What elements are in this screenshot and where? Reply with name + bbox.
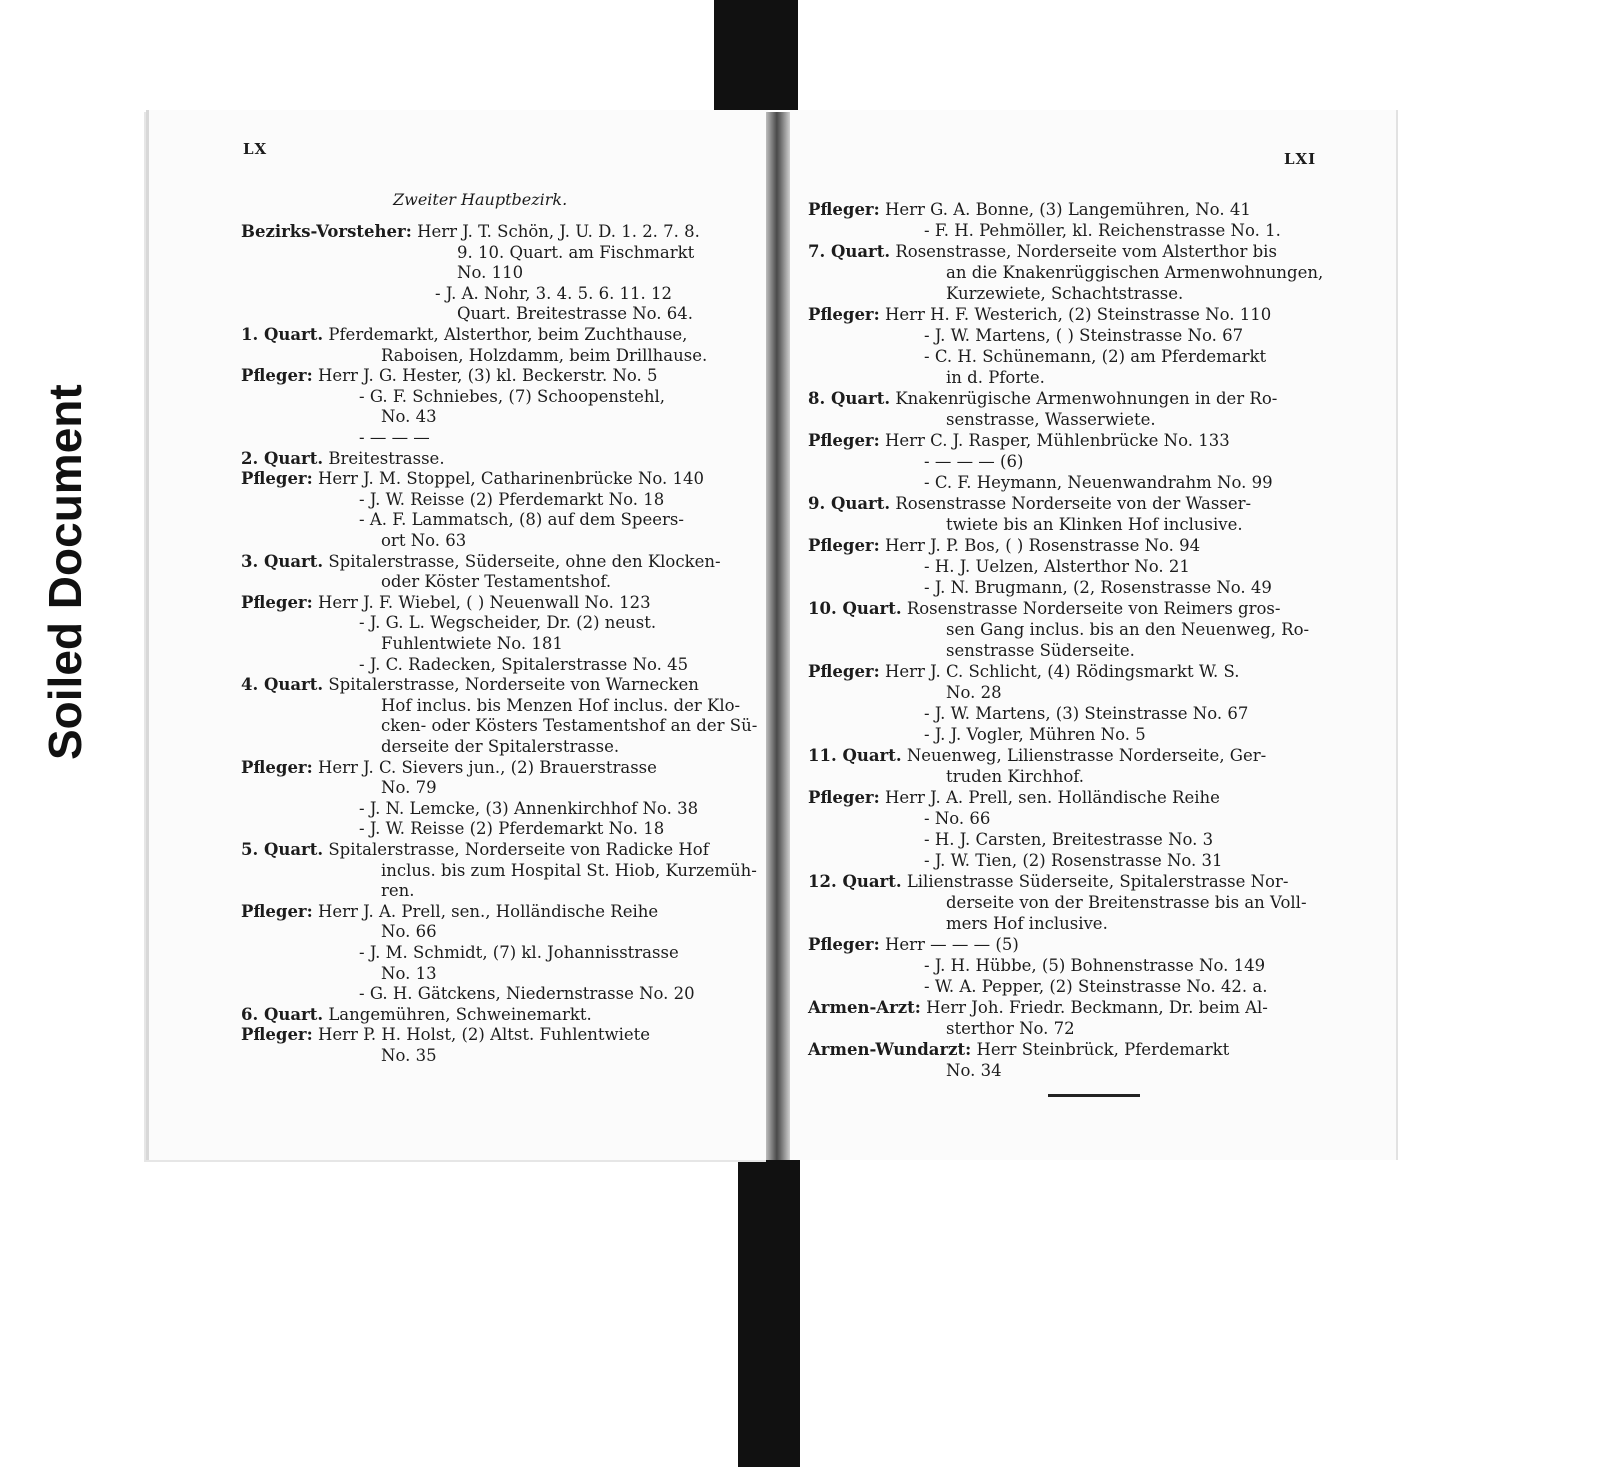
entry-text: - J. N. Lemcke, (3) Annenkirchhof No. 38 [359,798,699,818]
text-line [241,675,699,695]
text-line [946,914,1108,934]
entry-text: Herr J. A. Prell, sen., Holländische Reihe [317,901,659,921]
text-line [946,368,1045,388]
entry-text: Knakenrügische Armenwohnungen in der Ro- [895,389,1278,408]
entry-text: No. 110 [457,263,524,283]
entry-text: - J. W. Tien, (2) Rosenstrasse No. 31 [924,851,1223,870]
text-line [946,620,1309,640]
text-line [924,557,1190,577]
text-line [241,593,651,613]
text-line [359,819,664,839]
binding-spine-top [714,0,798,110]
text-line [359,387,665,407]
entry-text: Rosenstrasse Norderseite von Reimers gros- [906,599,1281,618]
text-line [946,1061,1002,1081]
text-line [381,1046,437,1066]
entry-text: Fuhlentwiete No. 181 [381,634,563,653]
entry-label: Pfleger: [241,901,313,921]
text-line [924,347,1266,367]
text-line [359,655,688,675]
left-page [146,110,768,1160]
entry-label: 8. Quart. [808,389,891,408]
entry-label: Pfleger: [241,366,313,386]
entry-text: - C. F. Heymann, Neuenwandrahm No. 99 [924,473,1273,492]
text-line [241,552,721,572]
entry-text: No. 34 [946,1061,1002,1080]
text-line [381,964,437,984]
entry-text: - No. 66 [924,809,991,828]
entry-text: No. 35 [381,1046,437,1065]
entry-label: Pfleger: [808,536,880,555]
text-line [808,1040,1229,1060]
entry-text: mers Hof inclusive. [946,914,1108,933]
entry-text: inclus. bis zum Hospital St. Hiob, Kurzemüh- [381,860,757,880]
text-line [808,935,1019,955]
text-line [381,737,619,757]
entry-text: Herr Steinbrück, Pferdemarkt [976,1040,1230,1059]
entry-text: - J. G. L. Wegscheider, Dr. (2) neust. [359,613,657,633]
entry-label: Armen-Arzt: [808,998,921,1017]
entry-label: 9. Quart. [808,494,891,513]
text-line [359,510,684,530]
entry-label: 6. Quart. [241,1004,324,1024]
text-line [924,830,1213,850]
entry-text: Hof inclus. bis Menzen Hof inclus. der Klo- [381,695,741,715]
entry-text: ort No. 63 [381,531,467,550]
text-line [946,1019,1075,1039]
text-line [381,778,437,798]
entry-label: Pfleger: [808,788,880,807]
entry-label: Pfleger: [808,935,880,954]
entry-text: - J. N. Brugmann, (2, Rosenstrasse No. 49 [924,578,1272,597]
entry-label: 2. Quart. [241,448,324,468]
entry-text: Herr J. M. Stoppel, Catharinenbrücke No. 140 [317,469,705,489]
text-line [808,662,1239,682]
entry-text: Herr J. C. Schlicht, (4) Rödingsmarkt W. S. [884,662,1240,681]
entry-text: Langemühren, Schweinemarkt. [328,1004,592,1024]
entry-text: - J. H. Hübbe, (5) Bohnenstrasse No. 149 [924,956,1266,975]
text-line [808,494,1251,514]
text-line [808,599,1280,619]
entry-text: Lilienstrasse Süderseite, Spitalerstrasse Nor- [906,872,1289,891]
text-line [808,536,1200,556]
text-line [241,902,658,922]
text-line [946,410,1156,430]
entry-text: sen Gang inclus. bis an den Neuenweg, Ro- [946,620,1310,639]
entry-text: Herr J. F. Wiebel, ( ) Neuenwall No. 123 [317,592,651,612]
entry-text: - J. W. Martens, (3) Steinstrasse No. 67 [924,704,1249,723]
text-line [381,346,707,366]
text-line [808,872,1288,892]
text-line [241,325,687,345]
text-line [946,893,1307,913]
entry-label: Armen-Wundarzt: [808,1040,972,1059]
entry-text: Herr J. T. Schön, J. U. D. 1. 2. 7. 8. [417,222,700,241]
entry-label: 5. Quart. [241,840,324,859]
book-gutter [766,112,790,1160]
entry-text: Herr J. C. Sievers jun., (2) Brauerstrasse [317,757,657,777]
entry-text: truden Kirchhof. [946,767,1085,786]
text-line [381,922,437,942]
text-line [241,366,658,386]
text-line [924,704,1248,724]
text-line [808,746,1266,766]
text-line [381,634,563,654]
entry-text: Herr J. G. Hester, (3) kl. Beckerstr. No. 5 [317,366,658,386]
entry-label: Pfleger: [241,1025,313,1045]
entry-text: Spitalerstrasse, Norderseite von Radicke Hof [328,840,709,859]
text-line [924,977,1268,997]
entry-text: - J. M. Schmidt, (7) kl. Johannisstrasse [359,943,679,962]
text-line [808,242,1277,262]
entry-text: No. 13 [381,963,437,983]
text-line [359,984,695,1004]
text-line [435,284,672,304]
text-line [241,758,657,778]
text-line [381,861,757,881]
entry-text: - F. H. Pehmöller, kl. Reichenstrasse No. 1. [924,221,1281,240]
text-line [241,469,704,489]
text-line [359,428,430,448]
soiled-document-stamp: Soiled Document [39,384,91,760]
entry-text: sterthor No. 72 [946,1019,1075,1038]
text-line [808,200,1251,220]
entry-label: Pfleger: [241,469,313,489]
entry-text: Herr J. P. Bos, ( ) Rosenstrasse No. 94 [884,536,1201,555]
entry-label: 1. Quart. [241,325,324,344]
entry-text: Herr G. A. Bonne, (3) Langemühren, No. 41 [884,200,1251,219]
entry-text: Herr C. J. Rasper, Mühlenbrücke No. 133 [884,431,1230,450]
entry-text: Raboisen, Holzdamm, beim Drillhause. [381,345,708,365]
entry-text: senstrasse Süderseite. [946,641,1135,660]
entry-text: - C. H. Schünemann, (2) am Pferdemarkt [924,347,1267,366]
text-line [946,263,1323,283]
text-line [381,696,740,716]
entry-text: Herr J. A. Prell, sen. Holländische Reihe [884,788,1220,807]
entry-text: Rosenstrasse, Norderseite vom Alsterthor bis [895,242,1277,261]
text-line [924,725,1146,745]
text-line [359,613,656,633]
text-line [381,531,466,551]
entry-text: Kurzewiete, Schachtstrasse. [946,284,1184,303]
entry-text: Rosenstrasse Norderseite von der Wasser- [895,494,1252,513]
text-line [924,578,1272,598]
text-line [924,956,1265,976]
entry-text: ren. [381,881,415,901]
text-line [241,840,709,860]
entry-text: Herr P. H. Holst, (2) Altst. Fuhlentwiete [317,1025,651,1045]
entry-text: Quart. Breitestrasse No. 64. [457,304,694,324]
text-line [924,809,990,829]
entry-text: - — — — (6) [924,452,1024,471]
entry-text: Pferdemarkt, Alsterthor, beim Zuchthause, [328,325,688,344]
binding-spine-bottom [738,1160,800,1467]
entry-text: derseite von der Breitenstrasse bis an Voll- [946,893,1307,912]
text-line [924,851,1223,871]
entry-text: 9. 10. Quart. am Fischmarkt [457,242,695,262]
entry-label: Pfleger: [241,757,313,777]
entry-text: - J. C. Radecken, Spitalerstrasse No. 45 [359,654,689,674]
right-page-number: LXI [1284,150,1317,168]
entry-label: 7. Quart. [808,242,891,261]
text-line [241,222,700,242]
text-line [924,452,1023,472]
entry-text: - H. J. Uelzen, Alsterthor No. 21 [924,557,1190,576]
entry-label: Pfleger: [808,305,880,324]
text-line [241,449,445,469]
entry-label: Pfleger: [808,200,880,219]
entry-text: an die Knakenrüggischen Armenwohnungen, [946,263,1324,282]
text-line [808,431,1230,451]
entry-label: 4. Quart. [241,675,324,695]
entry-text: - J. W. Reisse (2) Pferdemarkt No. 18 [359,819,665,839]
text-line [924,221,1281,241]
entry-label: Pfleger: [808,431,880,450]
entry-text: - — — — [359,428,430,447]
entry-text: - J. A. Nohr, 3. 4. 5. 6. 11. 12 [435,283,673,303]
text-line [381,881,415,901]
entry-text: Breitestrasse. [328,448,445,468]
text-line [924,326,1243,346]
text-line [946,683,1002,703]
entry-text: No. 43 [381,407,437,427]
text-line [457,263,523,283]
entry-text: oder Köster Testamentshof. [381,572,612,592]
entry-text: - J. J. Vogler, Mühren No. 5 [924,725,1146,744]
text-line [946,641,1135,661]
text-line [808,998,1268,1018]
entry-text: - W. A. Pepper, (2) Steinstrasse No. 42. a. [924,977,1268,996]
entry-text: Spitalerstrasse, Süderseite, ohne den Klocken- [328,551,721,571]
entry-text: in d. Pforte. [946,368,1045,387]
entry-text: Herr H. F. Westerich, (2) Steinstrasse No. 110 [884,305,1272,324]
text-line [946,767,1084,787]
entry-text: twiete bis an Klinken Hof inclusive. [946,515,1243,534]
text-line [241,1005,592,1025]
entry-text: No. 28 [946,683,1002,702]
section-subtitle: Zweiter Hauptbezirk. [393,190,568,209]
entry-text: No. 79 [381,778,437,798]
entry-label: 10. Quart. [808,599,902,618]
entry-text: derseite der Spitalerstrasse. [381,737,620,756]
entry-text: - J. W. Reisse (2) Pferdemarkt No. 18 [359,489,665,509]
entry-label: 12. Quart. [808,872,902,891]
entry-text: Herr Joh. Friedr. Beckmann, Dr. beim Al- [926,998,1268,1017]
entry-label: Pfleger: [241,592,313,612]
entry-text: - J. W. Martens, ( ) Steinstrasse No. 67 [924,326,1244,345]
right-page [790,110,1398,1160]
entry-text: No. 66 [381,922,437,942]
end-rule [1048,1094,1140,1097]
text-line [381,572,611,592]
entry-label: Pfleger: [808,662,880,681]
entry-label: 11. Quart. [808,746,902,765]
entry-text: Neuenweg, Lilienstrasse Norderseite, Ger- [906,746,1267,765]
text-line [808,305,1271,325]
text-line [359,490,664,510]
text-line [359,799,698,819]
entry-text: - A. F. Lammatsch, (8) auf dem Speers- [359,510,684,530]
entry-text: - G. F. Schniebes, (7) Schoopenstehl, [359,386,666,406]
entry-text: cken- oder Kösters Testamentshof an der Sü- [381,716,758,736]
entry-text: senstrasse, Wasserwiete. [946,410,1156,429]
entry-label: Bezirks-Vorsteher: [241,222,412,241]
entry-text: - H. J. Carsten, Breitestrasse No. 3 [924,830,1214,849]
text-line [946,284,1183,304]
left-page-number: LX [243,140,268,158]
entry-text: Herr — — — (5) [884,935,1019,954]
text-line [359,943,679,963]
text-line [808,389,1277,409]
text-line [808,788,1220,808]
text-line [946,515,1243,535]
text-line [457,304,693,324]
entry-text: Spitalerstrasse, Norderseite von Warnecken [328,675,699,695]
text-line [381,716,757,736]
entry-label: 3. Quart. [241,551,324,571]
text-line [924,473,1273,493]
text-line [241,1025,650,1045]
entry-text: - G. H. Gätckens, Niedernstrasse No. 20 [359,984,695,1004]
text-line [457,243,694,263]
text-line [381,407,437,427]
